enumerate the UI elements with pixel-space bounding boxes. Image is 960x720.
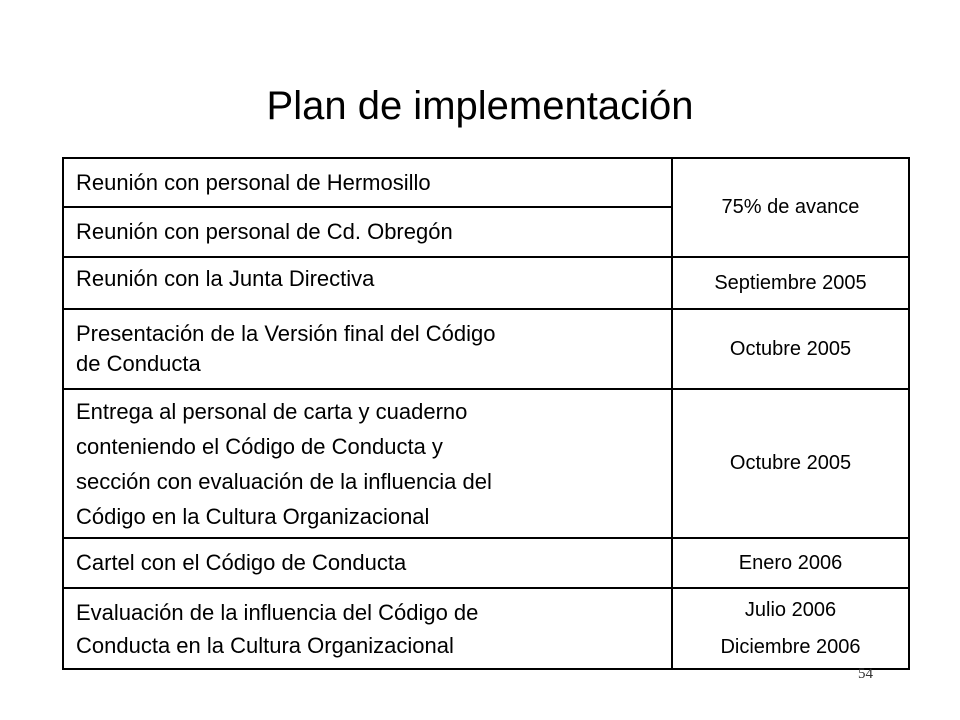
- table-row: [63, 257, 909, 309]
- table-row: [63, 158, 909, 207]
- task-text: de Conducta: [76, 351, 201, 376]
- task-text: Reunión con personal de Hermosillo: [76, 169, 431, 195]
- task-cell: [63, 257, 672, 309]
- status-text: 75% de avance: [721, 196, 860, 218]
- task-text: Código en la Cultura Organizacional: [76, 503, 430, 529]
- task-cell: [63, 158, 672, 207]
- status-text: Octubre 2005: [729, 337, 852, 360]
- task-text: Reunión con personal de Cd. Obregón: [76, 219, 453, 244]
- implementation-plan-table: [62, 157, 910, 670]
- task-cell: [63, 538, 672, 588]
- status-text: Julio 2006: [744, 598, 837, 621]
- table-row: [63, 538, 909, 588]
- task-cell: [63, 309, 672, 389]
- status-cell: [672, 158, 909, 257]
- task-cell: [63, 389, 672, 538]
- task-text: sección con evaluación de la influencia del: [76, 468, 492, 494]
- slide-title: Plan de implementación: [266, 84, 694, 128]
- table-row: [63, 309, 909, 389]
- task-text: Entrega al personal de carta y cuaderno: [76, 398, 468, 424]
- status-text: Diciembre 2006: [720, 635, 861, 658]
- status-cell: [672, 389, 909, 538]
- task-cell: [63, 207, 672, 257]
- status-text: Enero 2006: [738, 551, 843, 574]
- status-cell: [672, 257, 909, 309]
- status-text: Octubre 2005: [729, 452, 852, 474]
- task-text: Cartel con el Código de Conducta: [76, 550, 407, 575]
- task-text: Reunión con la Junta Directiva: [76, 266, 375, 291]
- status-text: Septiembre 2005: [714, 271, 867, 294]
- table-row: [63, 588, 909, 669]
- task-text: Conducta en la Cultura Organizacional: [76, 632, 454, 658]
- task-text: Evaluación de la influencia del Código de: [76, 599, 479, 625]
- status-cell: [672, 588, 909, 669]
- status-cell: [672, 309, 909, 389]
- status-cell: [672, 538, 909, 588]
- table-row: [63, 389, 909, 538]
- task-text: conteniendo el Código de Conducta y: [76, 433, 443, 459]
- page-number: 54: [858, 666, 873, 682]
- task-cell: [63, 588, 672, 669]
- task-text: Presentación de la Versión final del Código: [76, 321, 496, 346]
